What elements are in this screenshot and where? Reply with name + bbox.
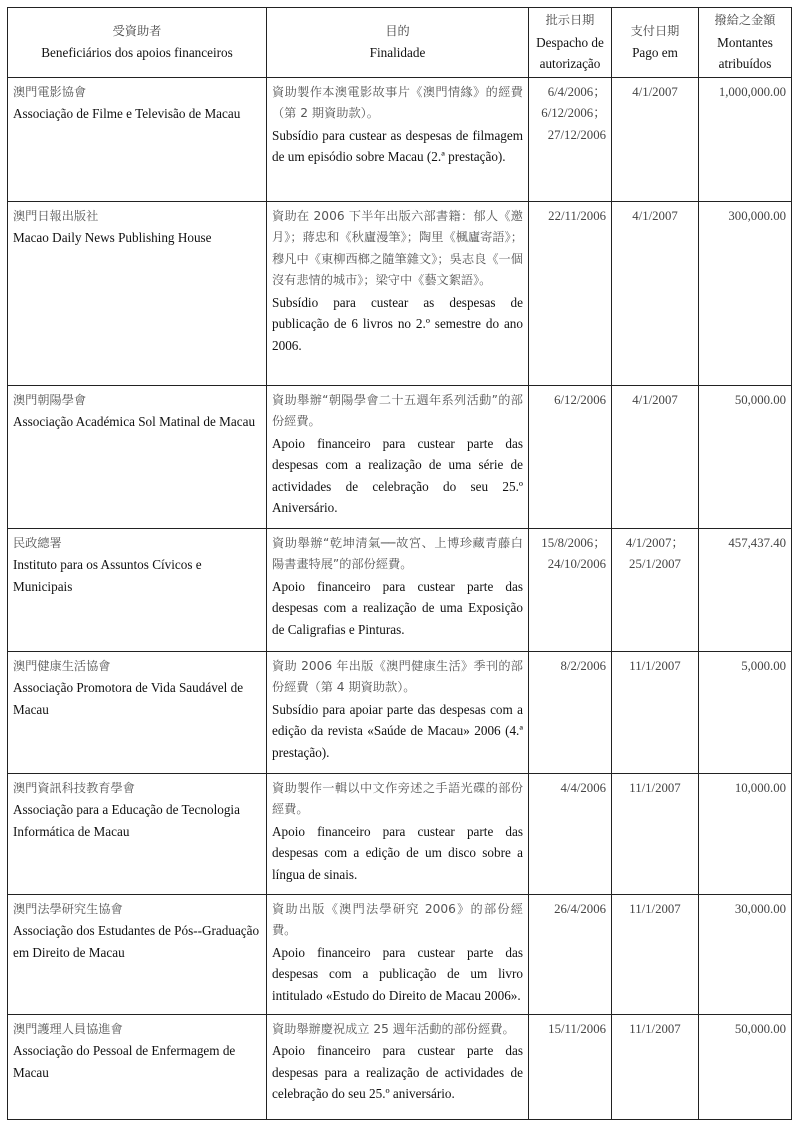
beneficiary-name-pt: Associação para a Educação de Tecnologia Informática de Macau <box>13 802 240 839</box>
header-pt: Pago em <box>632 45 678 61</box>
beneficiary-cell <box>8 894 267 1014</box>
purpose-cell <box>267 773 529 894</box>
purpose-zh: 資助在 2006 下半年出版六部書籍：郁人《邀月》；蔣忠和《秋廬漫筆》；陶里《楓廬寄語》；穆凡中《東柳西榔之隨筆雜文》；吳志良《一個沒有悲情的城市》；梁守中《藝文絮語》。 <box>272 208 523 287</box>
amount-cell <box>699 201 792 385</box>
dispatch-date-cell <box>529 773 612 894</box>
amount-cell <box>699 528 792 651</box>
header-zh: 受資助者 <box>112 23 162 38</box>
purpose-cell <box>267 1014 529 1119</box>
dispatch-date: 4/4/2006 <box>560 780 606 795</box>
beneficiary-name-zh: 澳門日報出版社 <box>13 208 99 223</box>
purpose-cell <box>267 894 529 1014</box>
dispatch-date: 22/11/2006 <box>548 208 606 223</box>
header-zh: 目的 <box>385 23 410 38</box>
beneficiary-name-pt: Associação de Filme e Televisão de Macau <box>13 106 241 121</box>
paid-date-cell <box>612 651 699 773</box>
purpose-pt: Apoio financeiro para custear parte das despesas com a publicação de um livro intitulado «Estudo do Direito de Macau 2006». <box>272 944 523 1003</box>
beneficiary-cell <box>8 651 267 773</box>
table-row <box>8 1014 792 1119</box>
beneficiary-cell <box>8 773 267 894</box>
dispatch-date-cell <box>529 201 612 385</box>
beneficiary-name-zh: 澳門護理人員協進會 <box>13 1021 123 1036</box>
amount-cell <box>699 77 792 201</box>
table-row <box>8 77 792 201</box>
amount-cell <box>699 1014 792 1119</box>
beneficiary-name-zh: 澳門法學研究生協會 <box>13 901 123 916</box>
dispatch-date-cell <box>529 385 612 528</box>
amount-value: 50,000.00 <box>734 1021 786 1036</box>
beneficiary-name-zh: 澳門電影協會 <box>13 84 87 99</box>
paid-date: 4/1/2007 <box>632 84 678 99</box>
header-pt: Despacho de autorização <box>536 34 604 71</box>
header-beneficiary <box>8 8 267 78</box>
purpose-cell <box>267 651 529 773</box>
purpose-cell <box>267 201 529 385</box>
paid-date-cell <box>612 77 699 201</box>
paid-date-cell <box>612 528 699 651</box>
dispatch-date: 15/11/2006 <box>548 1021 606 1036</box>
beneficiary-name-zh: 民政總署 <box>13 535 62 550</box>
purpose-pt: Subsídio para apoiar parte das despesas com a edição da revista «Saúde de Macau» 2006 (4.ª prestação). <box>272 701 523 760</box>
dispatch-date-cell <box>529 528 612 651</box>
paid-date: 11/1/2007 <box>629 1021 681 1036</box>
dispatch-date-cell <box>529 1014 612 1119</box>
purpose-pt: Apoio financeiro para custear parte das despesas com a edição de um disco sobre a língua de sinais. <box>272 823 523 882</box>
dispatch-date: 24/10/2006 <box>547 557 606 571</box>
purpose-zh: 資助出版《澳門法學研究 2006》的部份經費。 <box>272 901 523 937</box>
beneficiary-cell <box>8 385 267 528</box>
beneficiary-cell <box>8 528 267 651</box>
paid-date: 11/1/2007 <box>629 658 681 673</box>
purpose-cell <box>267 385 529 528</box>
beneficiary-name-pt: Instituto para os Assuntos Cívicos e Municipais <box>13 557 202 594</box>
header-zh: 批示日期 <box>545 13 595 27</box>
dispatch-date: 6/12/2006 <box>554 392 606 407</box>
beneficiary-cell <box>8 77 267 201</box>
beneficiary-name-pt: Associação Promotora de Vida Saudável de Macau <box>13 680 244 717</box>
header-pt: Montantes atribuídos <box>717 34 773 71</box>
purpose-pt: Apoio financeiro para custear parte das despesas para a realização de actividades de celebração do seu 25.º aniversário. <box>272 1043 523 1101</box>
purpose-zh: 資助舉辦“乾坤清氣──故宮、上博珍藏青藤白陽書畫特展”的部份經費。 <box>272 535 523 571</box>
header-dispatch <box>529 8 612 78</box>
beneficiary-name-zh: 澳門朝陽學會 <box>13 392 87 407</box>
paid-date-cell <box>612 773 699 894</box>
dispatch-date-cell <box>529 77 612 201</box>
amount-value: 5,000.00 <box>741 658 786 673</box>
dispatch-date: 6/4/2006； <box>547 84 606 99</box>
header-row <box>8 8 792 78</box>
paid-date: 11/1/2007 <box>629 780 681 795</box>
purpose-zh: 資助 2006 年出版《澳門健康生活》季刊的部份經費（第 4 期資助款）。 <box>272 658 523 694</box>
header-pt: Beneficiários dos apoios financeiros <box>41 45 233 61</box>
paid-date-cell <box>612 894 699 1014</box>
purpose-zh: 資助舉辦“朝陽學會二十五週年系列活動”的部份經費。 <box>272 392 523 428</box>
dispatch-date: 8/2/2006 <box>560 658 606 673</box>
beneficiary-cell <box>8 201 267 385</box>
dispatch-date: 27/12/2006 <box>547 127 606 142</box>
dispatch-date: 6/12/2006； <box>541 106 606 120</box>
beneficiary-name-zh: 澳門資訊科技教育學會 <box>13 780 135 795</box>
header-zh: 撥給之金額 <box>714 13 776 27</box>
paid-date: 4/1/2007 <box>632 208 678 223</box>
beneficiary-name-zh: 澳門健康生活協會 <box>13 658 111 673</box>
table-row <box>8 894 792 1014</box>
purpose-zh: 資助製作本澳電影故事片《澳門情緣》的經費（第 2 期資助款）。 <box>272 84 523 120</box>
table-row <box>8 201 792 385</box>
header-zh: 支付日期 <box>630 23 680 38</box>
paid-date-cell <box>612 385 699 528</box>
dispatch-date-cell <box>529 651 612 773</box>
purpose-pt: Subsídio para custear as despesas de publicação de 6 livros no 2.º semestre do ano 2006. <box>272 294 523 353</box>
table-row <box>8 651 792 773</box>
purpose-pt: Apoio financeiro para custear parte das despesas com a realização de uma série de actividades de celebração do seu 25.º Aniversário. <box>272 435 523 515</box>
paid-date: 4/1/2007； <box>625 535 685 550</box>
purpose-cell <box>267 528 529 651</box>
header-amount <box>699 8 792 78</box>
amount-value: 10,000.00 <box>734 780 786 795</box>
beneficiary-name-pt: Associação dos Estudantes de Pós--Graduação em Direito de Macau <box>13 923 260 960</box>
paid-date-cell <box>612 201 699 385</box>
header-paid <box>612 8 699 78</box>
table-row <box>8 773 792 894</box>
amount-value: 300,000.00 <box>728 208 786 223</box>
purpose-zh: 資助舉辦慶祝成立 25 週年活動的部份經費。 <box>272 1021 515 1036</box>
paid-date: 25/1/2007 <box>629 557 681 571</box>
amount-value: 50,000.00 <box>734 392 786 407</box>
amount-cell <box>699 894 792 1014</box>
purpose-pt: Apoio financeiro para custear parte das despesas com a realização de uma Exposição de Caligrafias e Pinturas. <box>272 578 523 637</box>
paid-date-cell <box>612 1014 699 1119</box>
header-pt: Finalidade <box>369 45 426 61</box>
amount-value: 457,437.40 <box>728 535 786 550</box>
dispatch-date-cell <box>529 894 612 1014</box>
paid-date: 4/1/2007 <box>632 392 678 407</box>
amount-value: 1,000,000.00 <box>718 84 786 99</box>
amount-value: 30,000.00 <box>734 901 786 916</box>
purpose-zh: 資助製作一輯以中文作旁述之手語光碟的部份經費。 <box>272 780 523 816</box>
beneficiary-cell <box>8 1014 267 1119</box>
amount-cell <box>699 651 792 773</box>
beneficiary-name-pt: Associação Académica Sol Matinal de Macau <box>13 414 256 429</box>
amount-cell <box>699 773 792 894</box>
purpose-cell <box>267 77 529 201</box>
table-row <box>8 385 792 528</box>
beneficiary-name-pt: Macao Daily News Publishing House <box>13 230 212 245</box>
beneficiary-name-pt: Associação do Pessoal de Enfermagem de Macau <box>13 1043 236 1080</box>
dispatch-date: 15/8/2006； <box>541 535 606 550</box>
table-row <box>8 528 792 651</box>
paid-date: 11/1/2007 <box>629 901 681 916</box>
amount-cell <box>699 385 792 528</box>
header-purpose <box>267 8 529 78</box>
subsidy-table <box>7 7 792 1120</box>
dispatch-date: 26/4/2006 <box>554 901 606 916</box>
purpose-pt: Subsídio para custear as despesas de filmagem de um episódio sobre Macau (2.ª prestação). <box>272 127 523 164</box>
